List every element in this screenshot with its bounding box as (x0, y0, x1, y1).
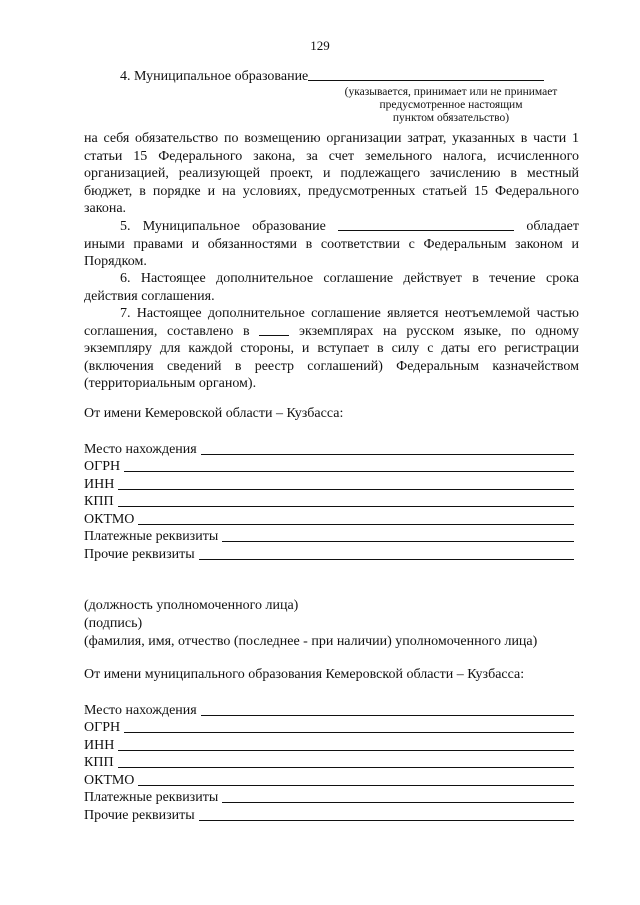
page-number: 129 (310, 38, 330, 53)
requisite-blank-line (118, 737, 574, 751)
requisite-blank-line (199, 807, 574, 821)
note-line-1: (указывается, принимает или не принимает (344, 86, 558, 98)
clause-4-heading (120, 66, 544, 85)
requisite-row (84, 701, 574, 719)
requisite-label: КПП (84, 755, 114, 770)
requisite-row (84, 475, 574, 493)
signature-position: (должность уполномоченного лица) (84, 598, 299, 613)
clause-7 (84, 305, 579, 393)
requisite-blank-line (201, 441, 574, 455)
clause-5-b: обладает иными правами и обязанностями в соответствии с Федеральным законом и Порядком. (84, 219, 579, 269)
requisite-blank-line (124, 719, 574, 733)
requisite-row (84, 754, 574, 772)
requisite-label: ИНН (84, 737, 115, 753)
municipal-heading: От имени муниципального образования Кемеровской области – Кузбасса: (84, 667, 525, 682)
requisite-label: Место нахождения (84, 441, 197, 457)
requisite-row (84, 493, 574, 511)
note-line-2: предусмотренное настоящим (379, 99, 523, 111)
requisite-blank-line (118, 754, 574, 768)
requisite-label: ОКТМО (84, 772, 135, 788)
requisite-blank-line (118, 493, 574, 507)
requisite-row (84, 545, 574, 563)
requisite-label: Место нахождения (84, 702, 197, 718)
signature-sign: (подпись) (84, 616, 143, 631)
signature-name: (фамилия, имя, отчество (последнее - при наличии) уполномоченного лица) (84, 634, 538, 649)
municipal-requisites (84, 701, 574, 824)
clause-5-blank (338, 218, 514, 231)
requisite-label: Платежные реквизиты (84, 529, 219, 544)
requisite-row (84, 806, 574, 824)
region-heading: От имени Кемеровской области – Кузбасса: (84, 406, 344, 421)
requisite-blank-line (222, 528, 574, 542)
requisite-blank-line (201, 702, 574, 716)
requisite-label: ОКТМО (84, 511, 135, 527)
requisite-row (84, 789, 574, 807)
requisite-row (84, 510, 574, 528)
requisite-label: Прочие реквизиты (84, 807, 195, 823)
requisite-label: ИНН (84, 476, 115, 492)
clause-6: 6. Настоящее дополнительное соглашение действует в течение срока действия соглашения. (84, 271, 579, 304)
requisite-blank-line (199, 546, 574, 560)
requisite-blank-line (124, 458, 574, 472)
region-requisites (84, 440, 574, 563)
requisite-row (84, 771, 574, 789)
clause-7-b: экземплярах на русском языке, по одному экземпляру для каждой стороны, и вступает в силу с даты его регистрации (включения сведений в реестр соглашений) Федеральным казначейством (территориальным органом). (84, 323, 580, 391)
clause-4-continuation: на себя обязательство по возмещению организации затрат, указанных в части 1 статьи 15 Федерального закона, за счет земельного налога, исчисленного организацией, реализующей проект, и подлежащего зачислению в местный бюджет, в порядке и на условиях, предусмотренных статьей 15 Федерального закона. (84, 131, 579, 216)
requisite-label: ОГРН (84, 720, 121, 735)
requisite-row (84, 528, 574, 546)
requisite-label: ОГРН (84, 459, 121, 474)
requisite-row (84, 719, 574, 737)
municipality-blank (308, 66, 544, 81)
clause-7-a: 7. Настоящее дополнительное соглашение является неотъемлемой частью соглашения, составлено в (84, 306, 579, 339)
clause-5 (84, 218, 579, 271)
requisite-blank-line (222, 789, 574, 803)
requisite-row (84, 458, 574, 476)
requisite-label: Прочие реквизиты (84, 546, 195, 562)
clause-7-blank (259, 323, 289, 336)
note-line-3: пунктом обязательство) (392, 112, 510, 124)
requisite-row (84, 736, 574, 754)
clause-4-text: 4. Муниципальное образование (120, 69, 309, 84)
requisite-label: Платежные реквизиты (84, 790, 219, 805)
requisite-label: КПП (84, 494, 114, 509)
requisite-blank-line (138, 772, 574, 786)
blank-note (330, 86, 572, 125)
requisite-blank-line (118, 476, 574, 490)
clause-5-a: 5. Муниципальное образование (120, 219, 326, 234)
requisite-blank-line (138, 511, 574, 525)
requisite-row (84, 440, 574, 458)
